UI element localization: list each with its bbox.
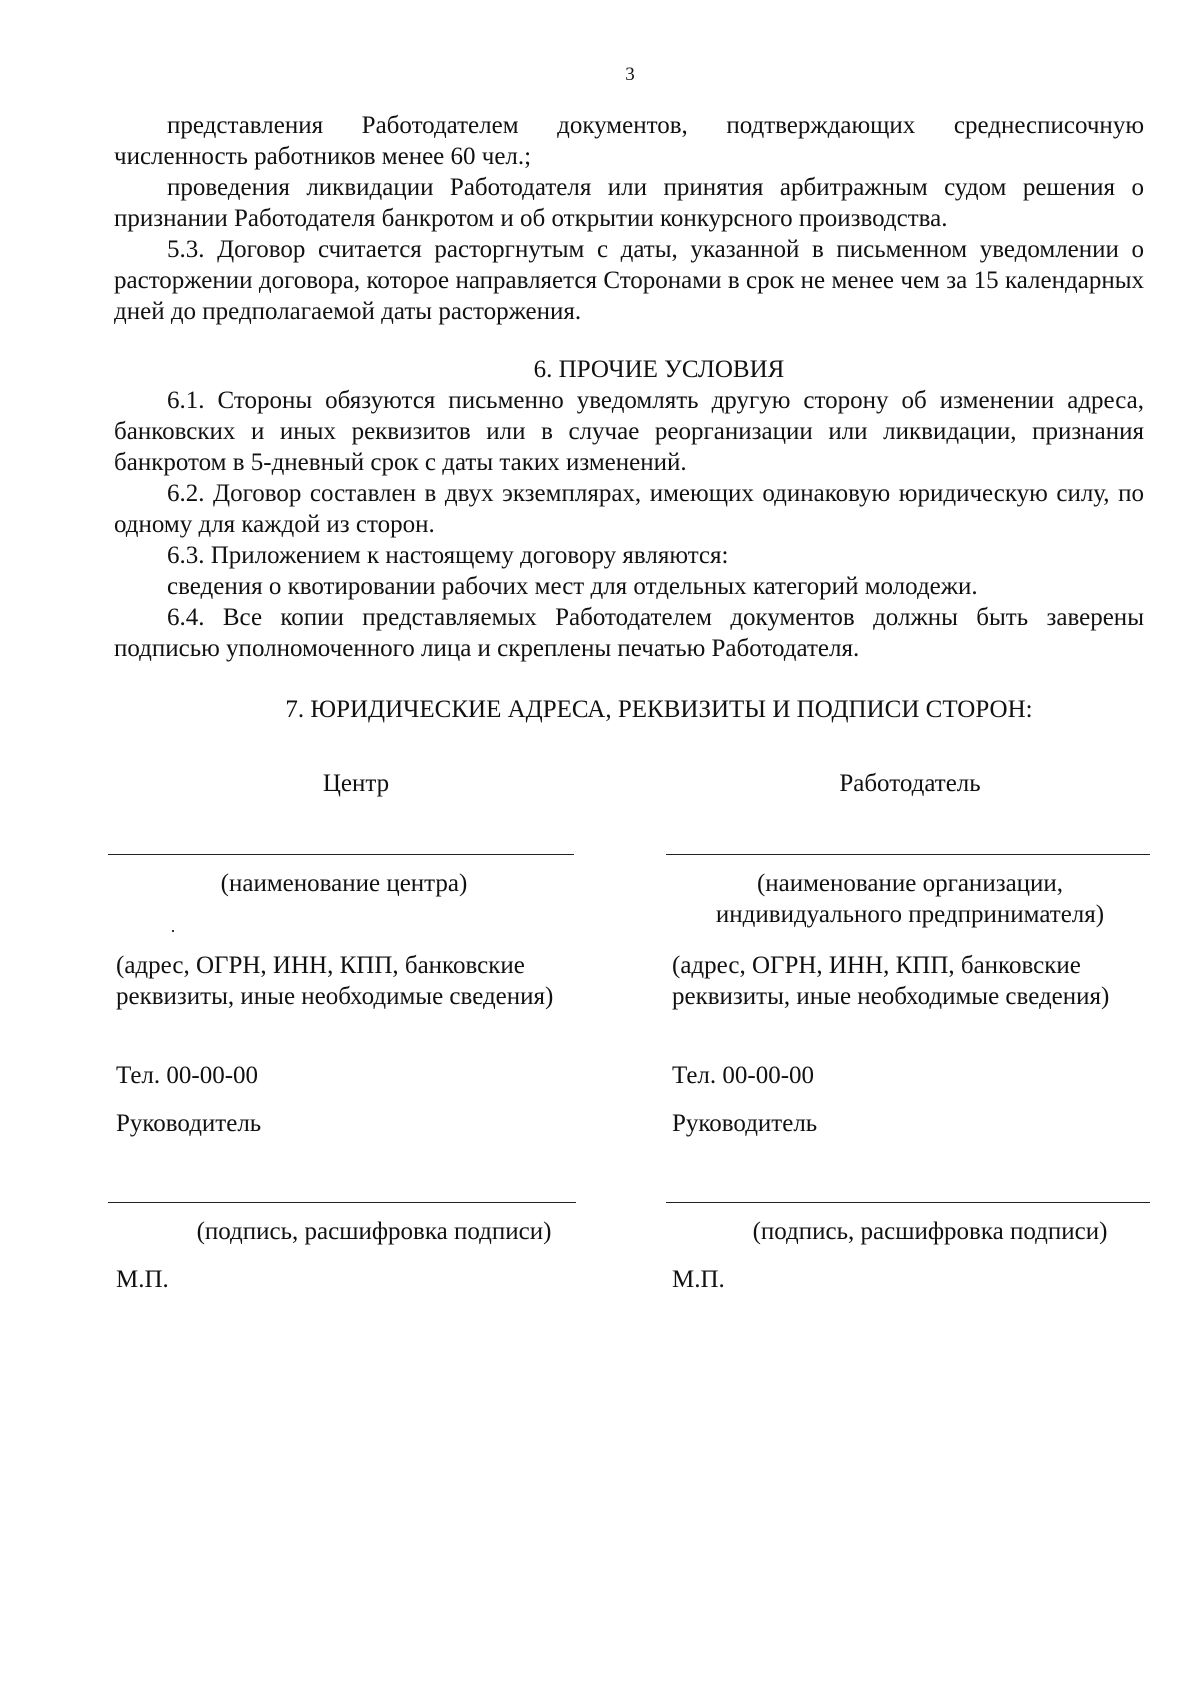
party-employer-head: Руководитель [672,1110,818,1137]
party-center-signature-caption: (подпись, расшифровка подписи) [196,1218,552,1245]
paragraph-employer-documents: представления Работодателем документов, подтверждающих среднесписочную численность работников менее 60 чел.; [114,112,1144,170]
party-employer-name-caption: (наименование организации, индивидуального предпринимателя) [715,870,1105,928]
paragraph-6-3: 6.3. Приложением к настоящему договору являются: [167,542,729,569]
paragraph-5-3: 5.3. Договор считается расторгнутым с даты, указанной в письменном уведомлении о расторжении договора, которое направляется Сторонами в срок не менее чем за 15 календарных дней до предполагаемой даты расторжения. [114,236,1144,325]
scan-speck [172,930,174,932]
paragraph-6-2: 6.2. Договор составлен в двух экземплярах, имеющих одинаковую юридическую силу, по одному для каждой из сторон. [114,480,1144,538]
paragraph-6-1: 6.1. Стороны обязуются письменно уведомлять другую сторону об изменении адреса, банковских и иных реквизитов или в случае реорганизации или ликвидации, признания банкротом в 5-дневный срок с даты таких изменений. [114,387,1144,476]
party-center-signature-line [108,1202,576,1203]
party-center-title: Центр [322,770,390,797]
party-employer-phone: Тел. 00-00-00 [672,1062,815,1089]
paragraph-6-3-item: сведения о квотировании рабочих мест для отдельных категорий молодежи. [167,573,978,600]
page-number: 3 [625,64,635,85]
paragraph-6-4: 6.4. Все копии представляемых Работодателем документов должны быть заверены подписью уполномоченного лица и скреплены печатью Работодателя. [114,604,1144,662]
party-center [114,768,574,1293]
party-employer-title: Работодатель [839,770,981,797]
party-employer-name-line [666,854,1150,855]
party-center-head: Руководитель [116,1110,262,1137]
party-employer-details: (адрес, ОГРН, ИНН, КПП, банковские реквизиты, иные необходимые сведения) [672,952,1110,1010]
party-employer-signature-caption: (подпись, расшифровка подписи) [752,1218,1108,1245]
party-center-stamp: М.П. [116,1266,169,1293]
paragraph-liquidation: проведения ликвидации Работодателя или принятия арбитражным судом решения о признании Работодателя банкротом и об открытии конкурсного производства. [114,174,1144,232]
party-center-name-caption: (наименование центра) [220,870,468,897]
party-center-name-line [108,854,574,855]
section-6-heading: 6. ПРОЧИЕ УСЛОВИЯ [533,356,785,383]
party-employer-signature-line [666,1202,1150,1203]
party-center-details: (адрес, ОГРН, ИНН, КПП, банковские реквизиты, иные необходимые сведения) [116,952,554,1010]
document-body [114,110,1144,725]
section-7-heading: 7. ЮРИДИЧЕСКИЕ АДРЕСА, РЕКВИЗИТЫ И ПОДПИСИ СТОРОН: [285,696,1033,723]
party-employer-stamp: М.П. [672,1266,725,1293]
party-center-phone: Тел. 00-00-00 [116,1062,259,1089]
party-employer [670,768,1150,1293]
